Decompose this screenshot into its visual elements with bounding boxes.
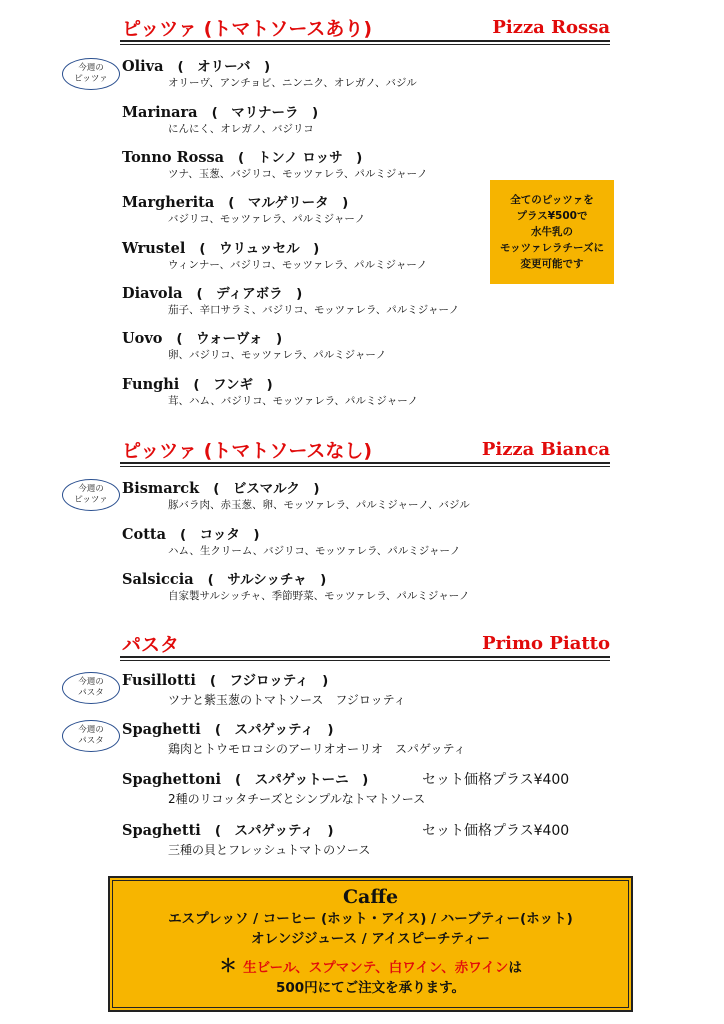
badge-line2: パスタ xyxy=(78,688,104,698)
item-jp-name: ( スパゲッティ ) xyxy=(214,722,334,738)
item-description: 卵、バジリコ、モッツァレラ、パルミジャーノ xyxy=(168,349,387,361)
item-jp-name: ( マルゲリータ ) xyxy=(228,195,349,211)
item-jp-name: ( スパゲットーニ ) xyxy=(235,772,369,788)
item-jp-name: ( ウリュッセル ) xyxy=(199,241,320,257)
item-name: Spaghetti xyxy=(122,822,201,839)
item-name: Wrustel xyxy=(122,240,186,257)
alcohol-note xyxy=(113,957,628,978)
item-jp-name: ( コッタ ) xyxy=(180,527,260,543)
item-jp-name: ( ビスマルク ) xyxy=(213,481,320,497)
item-name: Uovo xyxy=(122,330,163,347)
note-line: 全てのピッツァを xyxy=(510,194,594,206)
set-price-note: セット価格プラス¥400 xyxy=(422,772,570,788)
asterisk-icon: ＊ xyxy=(219,956,238,977)
alcohol-list-suffix: は xyxy=(508,960,522,976)
item-description: ハム、生クリーム、バジリコ、モッツァレラ、パルミジャーノ xyxy=(168,545,461,557)
weekly-pasta-badge xyxy=(62,720,120,752)
section-header-pizza-rossa xyxy=(120,14,610,42)
alcohol-list: 生ビール、スプマンテ、白ワイン、赤ワイン xyxy=(243,960,509,976)
weekly-pizza-badge xyxy=(62,479,120,511)
item-description: 鶏肉とトウモロコシのアーリオオーリオ スパゲッティ xyxy=(168,742,466,756)
item-description: 茄子、辛口サラミ、バジリコ、モッツァレラ、パルミジャーノ xyxy=(168,304,460,316)
item-description: ウィンナー、バジリコ、モッツァレラ、パルミジャーノ xyxy=(168,259,428,271)
item-jp-name: ( サルシッチャ ) xyxy=(207,572,327,588)
note-line: プラス¥500で xyxy=(516,210,588,222)
menu-item-fusillotti xyxy=(122,672,602,708)
badge-line2: ピッツァ xyxy=(74,74,108,84)
item-description: オリーヴ、アンチョビ、ニンニク、オレガノ、バジル xyxy=(168,77,417,89)
badge-line1: 今週の xyxy=(78,63,104,73)
menu-item-funghi xyxy=(122,376,602,408)
item-jp-name: ( フンギ ) xyxy=(193,377,273,393)
item-description: 三種の貝とフレッシュトマトのソース xyxy=(168,843,371,857)
item-jp-name: ( トンノ ロッサ ) xyxy=(238,150,363,166)
note-line: 水牛乳の xyxy=(531,226,573,238)
caffe-panel-inner xyxy=(112,880,629,1008)
section-header-pasta xyxy=(120,630,610,658)
section-title-jp: ピッツァ (トマトソースあり) xyxy=(122,18,373,40)
section-title-it: Pizza Bianca xyxy=(481,439,610,460)
caffe-title: Caffe xyxy=(342,886,399,908)
menu-item-oliva xyxy=(122,58,602,90)
caffe-drinks-line1: エスプレッソ / コーヒー (ホット・アイス) / ハーブティー(ホット) xyxy=(168,911,573,927)
item-jp-name: ( フジロッティ ) xyxy=(209,673,329,689)
mozzarella-upgrade-note xyxy=(490,180,614,284)
menu-item-spaghetti-2 xyxy=(122,822,602,858)
menu-item-bismarck xyxy=(122,480,602,512)
item-name: Fusillotti xyxy=(122,672,196,689)
badge-line1: 今週の xyxy=(78,484,104,494)
note-line: モッツァレラチーズに xyxy=(499,242,605,254)
badge-line1: 今週の xyxy=(78,725,104,735)
item-name: Spaghettoni xyxy=(122,771,222,788)
menu-item-diavola xyxy=(122,285,602,317)
weekly-pasta-badge xyxy=(62,672,120,704)
weekly-pizza-badge xyxy=(62,58,120,90)
section-title-it: Primo Piatto xyxy=(482,633,610,654)
menu-item-spaghettoni xyxy=(122,771,602,807)
item-name: Spaghetti xyxy=(122,721,201,738)
section-title-jp: ピッツァ (トマトソースなし) xyxy=(122,440,373,462)
caffe-panel xyxy=(108,876,633,1012)
item-description: 茸、ハム、バジリコ、モッツァレラ、パルミジャーノ xyxy=(168,395,419,407)
item-name: Funghi xyxy=(122,376,180,393)
section-title-jp: パスタ xyxy=(122,634,180,656)
note-line: 変更可能です xyxy=(520,258,584,270)
item-description: 豚バラ肉、赤玉葱、卵、モッツァレラ、パルミジャーノ、バジル xyxy=(168,499,470,511)
item-description: 2種のリコッタチーズとシンプルなトマトソース xyxy=(168,792,426,806)
caffe-drinks-line2: オレンジジュース / アイスピーチティー xyxy=(251,931,490,947)
menu-item-tonno-rossa xyxy=(122,149,602,181)
menu-item-cotta xyxy=(122,526,602,558)
item-name: Diavola xyxy=(122,285,183,302)
item-description: にんにく、オレガノ、バジリコ xyxy=(168,123,314,135)
item-name: Tonno Rossa xyxy=(122,149,225,166)
item-description: ツナ、玉葱、バジリコ、モッツァレラ、パルミジャーノ xyxy=(168,168,428,180)
badge-line2: ピッツァ xyxy=(74,495,108,505)
item-name: Marinara xyxy=(122,104,198,121)
badge-line1: 今週の xyxy=(78,677,104,687)
menu-item-uovo xyxy=(122,330,602,362)
item-jp-name: ( マリナーラ ) xyxy=(211,105,319,121)
alcohol-price-note: 500円にてご注文を承ります。 xyxy=(275,980,466,996)
menu-item-marinara xyxy=(122,104,602,136)
menu-item-spaghetti-1 xyxy=(122,721,602,757)
item-jp-name: ( オリーバ ) xyxy=(177,59,271,75)
menu-item-salsiccia xyxy=(122,571,602,603)
item-name: Salsiccia xyxy=(122,571,194,588)
item-name: Cotta xyxy=(122,526,167,543)
item-description: ツナと紫玉葱のトマトソース フジロッティ xyxy=(168,693,406,707)
item-name: Bismarck xyxy=(122,480,200,497)
item-jp-name: ( スパゲッティ ) xyxy=(214,823,334,839)
section-title-it: Pizza Rossa xyxy=(492,17,610,38)
item-description: 自家製サルシッチャ、季節野菜、モッツァレラ、パルミジャーノ xyxy=(168,590,470,602)
badge-line2: パスタ xyxy=(78,736,104,746)
item-name: Margherita xyxy=(122,194,215,211)
section-header-pizza-bianca xyxy=(120,436,610,464)
item-jp-name: ( ディアボラ ) xyxy=(196,286,303,302)
item-jp-name: ( ウォーヴォ ) xyxy=(176,331,283,347)
item-name: Oliva xyxy=(122,58,164,75)
item-description: バジリコ、モッツァレラ、パルミジャーノ xyxy=(168,213,366,225)
set-price-note: セット価格プラス¥400 xyxy=(422,823,570,839)
